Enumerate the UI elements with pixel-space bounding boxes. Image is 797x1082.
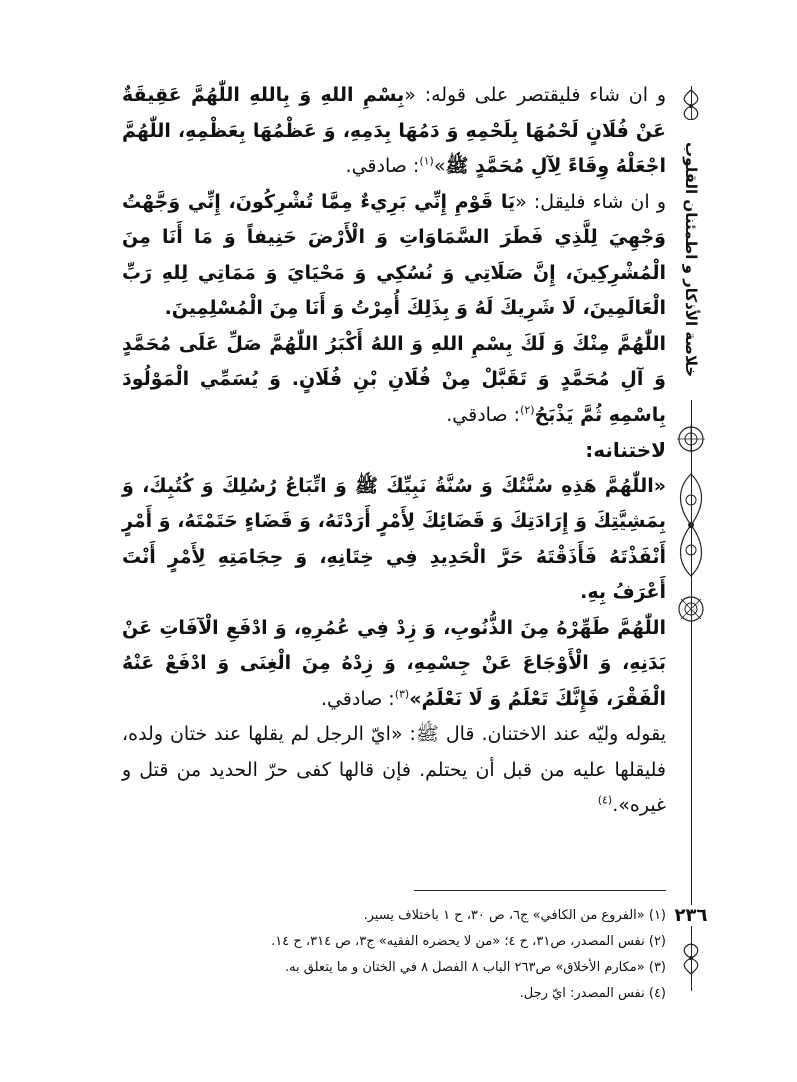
page-number: ٢٣٦ (670, 905, 712, 926)
footnote-ref-4: (٤) (597, 793, 613, 807)
section-heading: لاختنانه: (585, 438, 666, 462)
ornament-middle-bottom-icon (672, 590, 710, 628)
footnote-divider (414, 890, 666, 891)
source-text: : صادقي. (320, 687, 395, 710)
footnote-2: (٢) نفس المصدر، ص٣١، ح ٤؛ «من لا يحضره الفقيه» ج٣، ص ٣١٤، ح ١٤. (271, 934, 666, 949)
footnote-ref-1: (١) (419, 154, 434, 168)
paragraph-aqiqah-short (122, 78, 666, 185)
running-header-title: خلاصة الأذكار و اطمئنان القلوب (676, 120, 706, 400)
paragraph-aqiqah-long (122, 185, 666, 327)
paragraph-hadith (122, 717, 666, 824)
dua-text: «اللّٰهُمَّ هَذِهِ سُنَّتُكَ وَ سُنَّةُ نَبِيِّكَ ﷺ وَ اتِّبَاعُ رُسُلِكَ وَ كُتُبِكَ، وَ بِمَشِيَّتِكَ وَ إِرَادَتِكَ وَ قَضَائِكَ لِأَمْرٍ أَرَدْتَهُ، وَ قَضَاءٍ حَتَمْتَهُ، وَ أَمْرٍ أَنْفَذْتَهُ فَأَذَقْتَهُ حَرَّ الْحَدِيدِ فِي خِتَانِهِ، وَ حِجَامَتِهِ لِأَمْرٍ أَنْتَ أَعْرَفُ بِهِ. (122, 474, 666, 603)
footnote-4: (٤) نفس المصدر: ايّ رجل. (519, 986, 666, 1001)
ornament-middle-main-icon (672, 470, 710, 580)
dua-text: يَا قَوْمِ إِنِّي بَرِيءٌ مِمَّا تُشْرِكُونَ، إِنِّي وَجَّهْتُ وَجْهِيَ لِلَّذِي فَطَرَ السَّمَاوَاتِ وَ الْأَرْضَ حَنِيفاً وَ مَا أَنَا مِنَ الْمُشْرِكِينَ، إِنَّ صَلَاتِي وَ نُسُكِي وَ مَحْيَايَ وَ مَمَاتِي لِلهِ رَبِّ الْعَالَمِينَ، لَا شَرِيكَ لَهُ وَ بِذَلِكَ أُمِرْتُ وَ أَنَا مِنَ الْمُسْلِمِينَ. (122, 190, 666, 319)
footnote-ref-3: (٣) (394, 687, 410, 701)
dua-text: اللّٰهُمَّ مِنْكَ وَ لَكَ بِسْمِ اللهِ وَ اللهُ أَكْبَرُ اللّٰهُمَّ صَلِّ عَلَى مُحَمَّدٍ وَ آلِ مُحَمَّدٍ وَ تَقَبَّلْ مِنْ فُلَانِ بْنِ فُلَانٍ. وَ يُسَمِّي الْمَوْلُودَ بِاسْمِهِ ثُمَّ يَذْبَحُ (122, 332, 666, 426)
ornament-bottom-icon (672, 940, 710, 978)
footnotes (230, 903, 666, 1007)
intro-text: و ان شاء فليقتصر على قوله: « (404, 84, 666, 106)
footnote-ref-2: (٢) (520, 403, 535, 417)
footnote-1: (١) «الفروع من الكافي» ج٦، ص ٣٠، ح ١ باختلاف يسير. (363, 908, 666, 923)
footnote-3: (٣) «مكارم الأخلاق» ص٢٦٣ الباب ٨ الفصل ٨ في الختان و ما يتعلق به. (284, 960, 666, 975)
source-text: : صادقي. (446, 403, 521, 426)
ornament-middle-top-icon (672, 420, 710, 458)
intro-text: و ان شاء فليقل: « (515, 190, 666, 213)
dua-text: اللّٰهُمَّ طَهِّرْهُ مِنَ الذُّنُوبِ، وَ زِدْ فِي عُمُرِهِ، وَ ادْفَعِ الْآفَاتِ عَنْ بَدَنِهِ، وَ الْأَوْجَاعَ عَنْ جِسْمِهِ، وَ زِدْهُ مِنَ الْغِنَى وَ ادْفَعْ عَنْهُ الْفَقْرَ، فَإِنَّكَ تَعْلَمُ وَ لَا نَعْلَمُ» (122, 616, 666, 710)
paragraph-aqiqah-offering (122, 327, 666, 434)
ornament-top-icon (672, 86, 710, 124)
dua-text: بِسْمِ اللهِ وَ بِاللهِ اللّٰهُمَّ عَقِيقَةٌ عَنْ فُلَانٍ لَحْمُهَا بِلَحْمِهِ وَ دَمُهَا بِدَمِهِ، وَ عَظْمُهَا بِعَظْمِهِ، اللّٰهُمَّ اجْعَلْهُ وِقَاءً لِآلِ مُحَمَّدٍ ﷺ (122, 84, 666, 177)
quote-close: » (433, 155, 446, 177)
paragraph-circumcision-dua (122, 469, 666, 611)
paragraph-circumcision-dua-2 (122, 611, 666, 718)
main-text (122, 78, 666, 824)
source-text: : صادقي. (345, 155, 420, 177)
hadith-text: يقوله وليّه عند الاختنان. قال ﷺ: «ايّ الرجل لم يقلها عند ختان ولده، فليقلها عليه من قبل أن يحتلم. فإن قالها كفى حرّ الحديد من قتل و غيره». (122, 723, 666, 816)
